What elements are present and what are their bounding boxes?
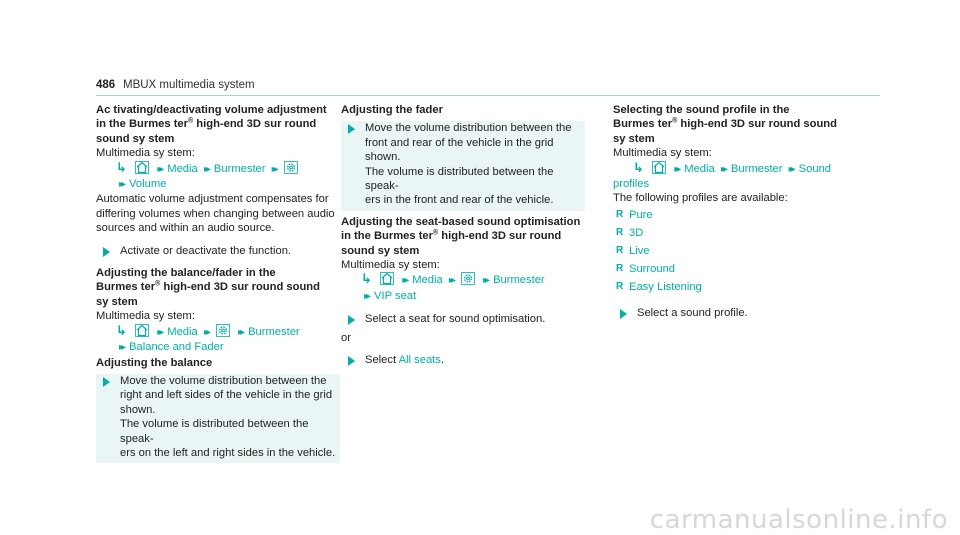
- path-media[interactable]: Media: [412, 274, 443, 287]
- path-balance-fader[interactable]: Balance and Fader: [129, 341, 224, 354]
- watermark: carmanualsonline.info: [649, 504, 948, 535]
- heading-seat-optimisation: Adjusting the seat-based sound optimisation in the Burmes ter® high-end 3D sur round sound sy stem: [341, 215, 581, 257]
- heading-volume-adjustment: Ac tivating/deactivating volume adjustment in the Burmes ter® high-end 3D sur round sound sy stem: [96, 104, 327, 145]
- path-burmester[interactable]: Burmester: [730, 162, 783, 175]
- header-rule: [96, 95, 880, 96]
- step-triangle-icon: [348, 356, 355, 366]
- column-1: [96, 103, 344, 463]
- chevron-icon: ▸▸: [119, 342, 124, 354]
- path-burmester[interactable]: Burmester: [493, 274, 545, 287]
- chevron-icon: ▸▸: [157, 163, 162, 175]
- step-triangle-icon: [103, 247, 110, 257]
- chevron-icon: ▸▸: [203, 326, 208, 338]
- step-triangle-icon: [103, 377, 110, 387]
- home-icon: [380, 272, 394, 285]
- path-profiles[interactable]: profiles: [613, 178, 650, 191]
- path-media[interactable]: Media: [684, 162, 715, 175]
- page-number: 486: [96, 79, 116, 91]
- settings-gear-icon: [284, 161, 298, 174]
- profile-3d[interactable]: 3D: [629, 226, 644, 239]
- menu-path-vip-2: [341, 289, 589, 304]
- home-icon: [652, 161, 666, 174]
- chevron-icon: ▸▸: [157, 326, 162, 338]
- path-volume[interactable]: Volume: [129, 178, 167, 191]
- page-header: [96, 78, 880, 92]
- list-item: R 3D: [616, 226, 644, 239]
- heading-adjust-fader: Adjusting the fader: [341, 104, 443, 116]
- system-label: Multimedia sy stem:: [96, 147, 195, 160]
- menu-path-vip: [341, 272, 589, 288]
- path-arrow-icon: ↳: [116, 322, 127, 338]
- step-select-all-seats: Select All seats.: [341, 353, 585, 367]
- profile-pure[interactable]: Pure: [629, 208, 653, 221]
- or-text: or: [341, 331, 351, 344]
- chevron-icon: ▸▸: [271, 163, 276, 175]
- chevron-icon: ▸▸: [119, 179, 124, 191]
- home-icon: [135, 324, 149, 337]
- menu-path-volume: [96, 161, 344, 177]
- path-sound[interactable]: Sound: [798, 162, 832, 175]
- list-item: R Easy Listening: [616, 280, 702, 293]
- system-label-2: Multimedia sy stem:: [96, 310, 195, 323]
- home-icon: [135, 161, 149, 174]
- menu-path-sound: [613, 161, 861, 177]
- profile-live[interactable]: Live: [629, 244, 650, 257]
- volume-description: Automatic volume adjustment compensates for differing volumes when changing between audio sources and within an audio source.: [96, 193, 335, 235]
- system-label-4: Multimedia sy stem:: [613, 147, 712, 160]
- list-item: R Pure: [616, 208, 653, 221]
- system-label-3: Multimedia sy stem:: [341, 259, 440, 272]
- profile-easy-listening[interactable]: Easy Listening: [629, 280, 702, 293]
- step-activate: Activate or deactivate the function.: [96, 244, 340, 258]
- list-item: R Surround: [616, 262, 676, 275]
- column-3: [613, 103, 861, 320]
- step-select-profile: Select a sound profile.: [613, 306, 857, 320]
- menu-path-volume-2: [96, 177, 344, 192]
- header-title: MBUX multimedia system: [123, 79, 255, 91]
- chevron-icon: ▸▸: [788, 163, 793, 175]
- step-triangle-icon: [620, 309, 627, 319]
- chevron-icon: ▸▸: [674, 163, 679, 175]
- step-triangle-icon: [348, 124, 355, 134]
- profile-surround[interactable]: Surround: [629, 262, 676, 275]
- step-move-balance: Move the volume distribution between the right and left sides of the vehicle in the grid shown. The volume is distributed between the speak- ers on the left and right sides in the vehicle.: [96, 374, 340, 463]
- path-media[interactable]: Media: [167, 162, 198, 175]
- all-seats-link[interactable]: All seats: [398, 354, 441, 367]
- column-2: [341, 103, 589, 368]
- chevron-icon: ▸▸: [203, 163, 208, 175]
- profiles-available-text: The following profiles are available:: [613, 192, 788, 205]
- chevron-icon: ▸▸: [402, 275, 407, 287]
- path-vip-seat[interactable]: VIP seat: [374, 289, 417, 302]
- settings-gear-icon: [461, 272, 475, 285]
- path-arrow-icon: ↳: [116, 159, 127, 175]
- profile-list: [613, 208, 861, 298]
- heading-sound-profile: Selecting the sound profile in the Burmes ter® high-end 3D sur round sound sy stem: [613, 104, 837, 145]
- heading-adjust-balance: Adjusting the balance: [96, 356, 213, 369]
- step-select-seat: Select a seat for sound optimisation.: [341, 312, 585, 326]
- menu-path-balance-2: [96, 340, 344, 355]
- menu-path-sound-2: [613, 177, 861, 191]
- chevron-icon: ▸▸: [238, 326, 243, 338]
- chevron-icon: ▸▸: [364, 290, 369, 302]
- path-arrow-icon: ↳: [361, 271, 372, 287]
- path-burmester[interactable]: Burmester: [213, 162, 266, 175]
- path-burmester[interactable]: Burmester: [248, 325, 300, 338]
- path-arrow-icon: ↳: [633, 159, 644, 175]
- heading-balance-fader: Adjusting the balance/fader in the Burmes ter® high-end 3D sur round sound sy stem: [96, 267, 320, 308]
- menu-path-balance: [96, 324, 344, 340]
- list-item: R Live: [616, 244, 650, 257]
- chevron-icon: ▸▸: [720, 163, 725, 175]
- step-triangle-icon: [348, 315, 355, 325]
- path-media[interactable]: Media: [167, 325, 198, 338]
- settings-gear-icon: [216, 324, 230, 337]
- chevron-icon: ▸▸: [448, 275, 453, 287]
- step-move-fader: Move the volume distribution between the front and rear of the vehicle in the grid shown. The volume is distributed between the speak- ers in the front and rear of the vehicle.: [341, 121, 585, 210]
- chevron-icon: ▸▸: [483, 275, 488, 287]
